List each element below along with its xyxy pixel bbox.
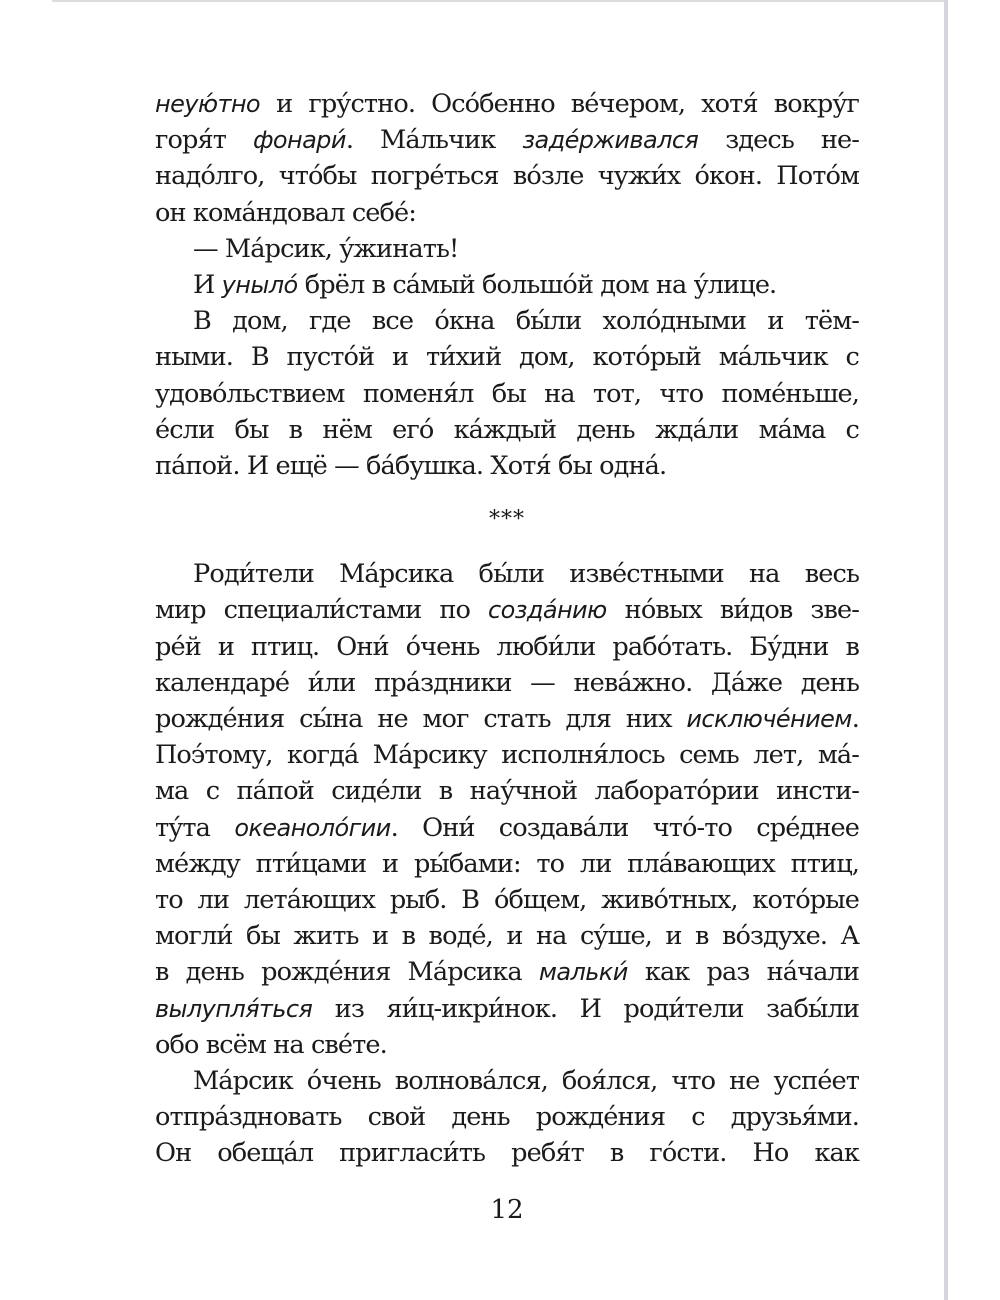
text-segment: Роди́тели Ма́рсика бы́ли изве́стными на весь (193, 559, 859, 590)
text-segment: надо́лго, что́бы погре́ться во́зле чужи́х о́кон. Пото́м (155, 161, 859, 192)
text-line (155, 846, 859, 882)
page-number: 12 (490, 1195, 524, 1225)
text-segment: Поэ́тому, когда́ Ма́рсику исполня́лось семь лет, ма́- (155, 740, 859, 771)
italic-term: фонари́ (252, 126, 346, 155)
text-segment: он кома́ндовал себе́: (155, 197, 417, 228)
italic-term: созда́нию (488, 596, 607, 625)
text-segment: в день рожде́ния Ма́рсика (155, 957, 539, 988)
text-segment: но́вых ви́дов зве- (606, 595, 859, 626)
text-line (155, 991, 859, 1027)
text-segment: В дом, где все о́кна бы́ли холо́дными и тём- (193, 306, 859, 337)
text-line (155, 86, 859, 122)
text-segment: то ли лета́ющих рыб. В о́бщем, живо́тных, кото́рые (155, 884, 859, 915)
text-line (155, 810, 859, 846)
italic-term: исключе́нием (686, 705, 852, 733)
text-line (155, 1135, 859, 1171)
page-top-border (52, 0, 945, 2)
text-segment: ме́жду пти́цами и ры́бами: то ли пла́вающих птиц, (155, 848, 859, 879)
text-segment: брёл в са́мый большо́й дом на у́лице. (297, 269, 777, 300)
text-line (155, 158, 859, 194)
text-line (155, 448, 859, 484)
text-segment: календаре́ и́ли пра́здники — нева́жно. Да́же день (155, 667, 859, 698)
text-segment: горя́т (155, 125, 253, 156)
italic-term: мальки́ (538, 958, 628, 987)
text-line (155, 303, 859, 339)
text-line (155, 882, 859, 918)
text-segment: И (193, 269, 222, 300)
text-segment: — Ма́рсик, у́жинать! (193, 233, 459, 264)
text-line (155, 122, 859, 158)
italic-term: неую́тно (155, 90, 261, 118)
text-line (155, 665, 859, 701)
text-segment: здесь не- (698, 125, 859, 156)
text-segment: удово́льствием поменя́л бы на тот, что поме́ньше, (155, 378, 859, 409)
text-line (155, 339, 859, 375)
text-line (155, 1027, 859, 1063)
text-segment: из яи́ц-икри́нок. И роди́тели забы́ли (312, 993, 859, 1024)
text-segment: как раз на́чали (627, 957, 860, 988)
italic-term: уныло́ (221, 270, 298, 299)
text-segment: рожде́ния сы́на не мог стать для них (155, 704, 687, 734)
text-line (155, 773, 859, 809)
text-segment: Он обеща́л пригласи́ть ребя́т в го́сти. Но как (155, 1138, 859, 1169)
section-divider: *** (489, 507, 525, 533)
italic-term: океаноло́гии (234, 813, 391, 842)
text-line (155, 376, 859, 412)
italic-term: заде́рживался (522, 126, 699, 155)
text-line (155, 1099, 859, 1135)
page-right-border (944, 0, 948, 1300)
text-line (155, 701, 859, 737)
text-segment: . Ма́льчик (345, 125, 523, 156)
text-segment: . (851, 704, 859, 734)
text-segment: ными. В пусто́й и ти́хий дом, кото́рый ма́льчик с (155, 342, 859, 373)
text-segment: па́пой. И ещё — ба́бушка. Хотя́ бы одна́. (155, 450, 667, 481)
text-line (155, 231, 859, 267)
text-segment: ре́й и птиц. Они́ о́чень люби́ли рабо́тать. Бу́дни в (155, 631, 859, 662)
text-segment: отпра́здновать свой день рожде́ния с друзья́ми. (155, 1102, 859, 1133)
text-segment: ту́та (155, 812, 235, 843)
text-segment: мир специали́стами по (155, 595, 489, 626)
italic-term: вылупля́ться (155, 994, 313, 1023)
text-segment: обо всём на све́те. (155, 1029, 387, 1060)
text-line (155, 195, 859, 231)
text-segment: и гру́стно. Осо́бенно ве́чером, хотя́ вокру́г (260, 89, 859, 119)
text-line (155, 629, 859, 665)
text-segment: могли́ бы жить и в воде́, и на су́ше, и в во́здухе. А (155, 921, 859, 952)
text-segment: Ма́рсик о́чень волнова́лся, боя́лся, что не успе́ет (193, 1065, 859, 1096)
text-line (155, 556, 859, 592)
book-page-text (155, 86, 859, 1171)
text-line (155, 1063, 859, 1099)
text-segment: е́сли бы в нём его́ ка́ждый день жда́ли ма́ма с (155, 414, 859, 445)
text-line (155, 267, 859, 303)
text-segment: . Они́ создава́ли что́-то сре́днее (390, 812, 859, 843)
text-block-after-divider (155, 556, 859, 1171)
text-line (155, 954, 859, 990)
text-line (155, 737, 859, 773)
text-segment: ма с па́пой сиде́ли в нау́чной лаборато́рии инсти- (155, 776, 859, 807)
text-line (155, 592, 859, 628)
text-line (155, 412, 859, 448)
text-line (155, 918, 859, 954)
text-block-before-divider (155, 86, 859, 484)
